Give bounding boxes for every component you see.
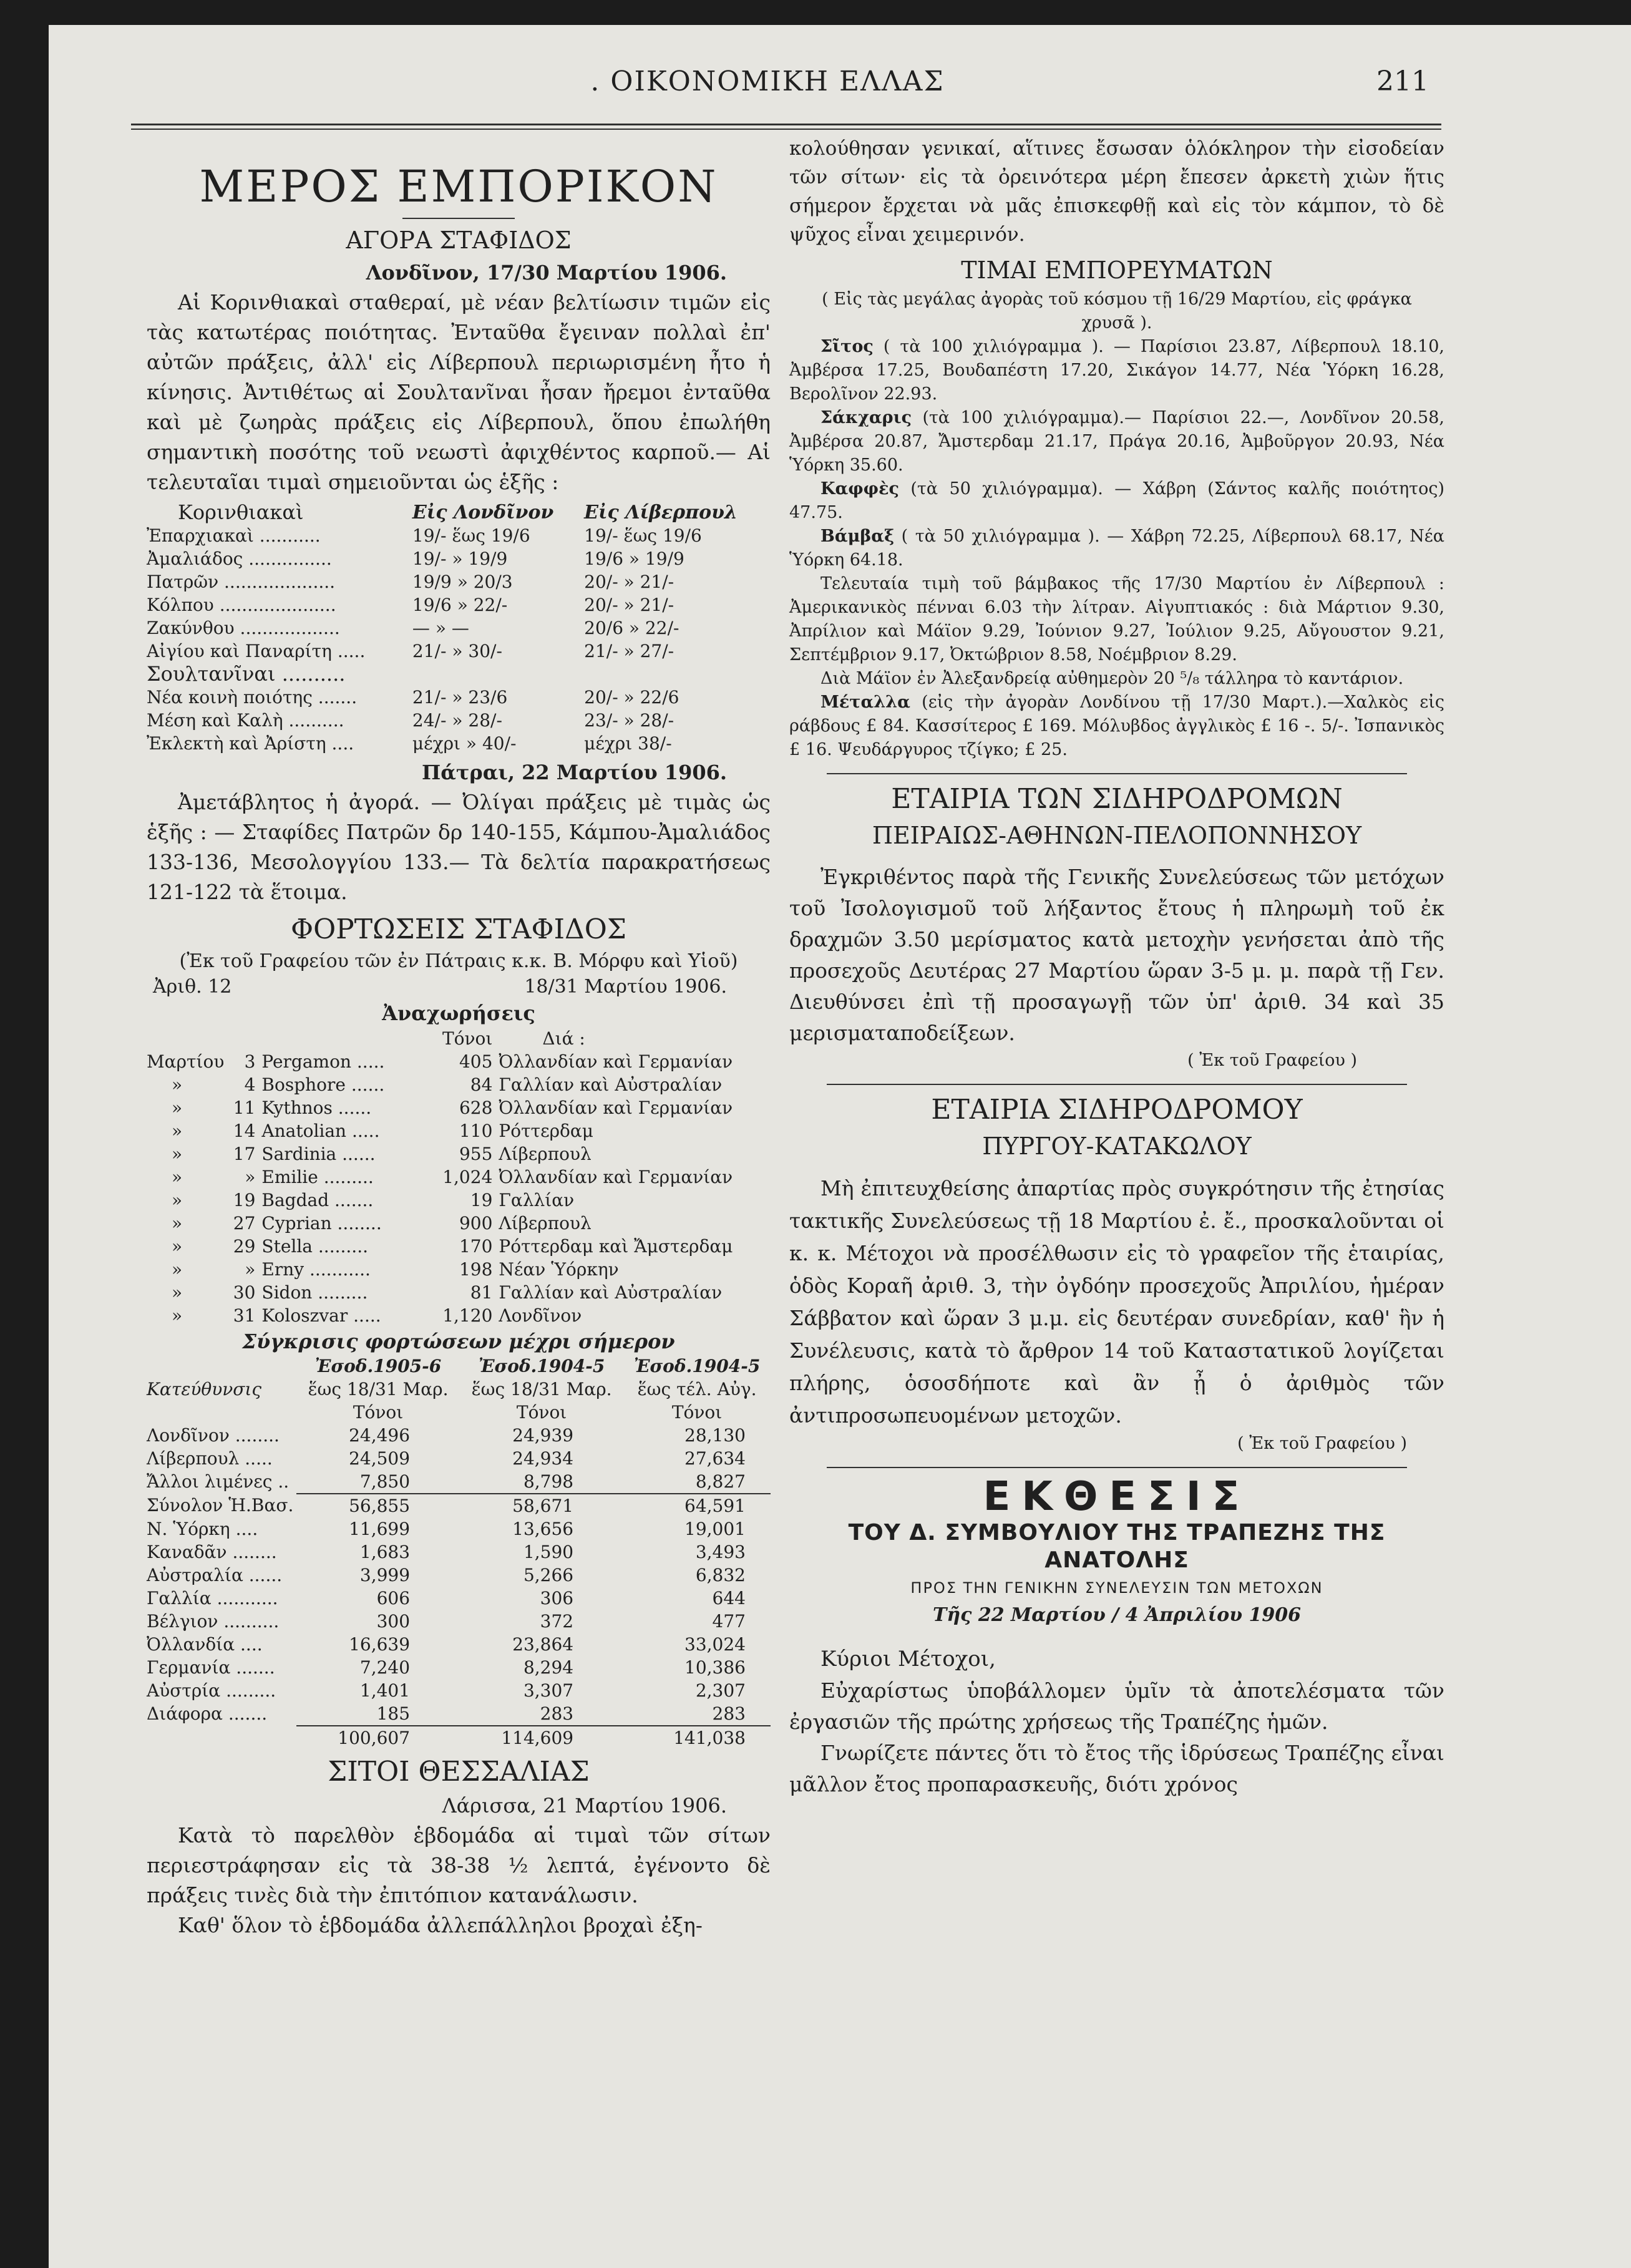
- table-row: Πατρῶν .................... 19/9 » 20/3 20/- » 21/-: [147, 572, 674, 592]
- table-row: Νέα κοινὴ ποιότης ....... 21/- » 23/6 20/- » 22/6: [147, 687, 679, 708]
- table-row: Λίβερπουλ ..... 24,509 24,934 27,634: [147, 1448, 746, 1469]
- salutation: Κύριοι Μέτοχοι,: [820, 1647, 996, 1672]
- bulletin-number: Ἀριθ. 12: [153, 976, 232, 998]
- commodity-sugar: Σάκχαρις (τὰ 100 χιλιόγραμμα).— Παρίσιοι 22.—, Λονδῖνον 20.58, Ἀμβέρσα 20.87, Ἄμστερδαμ 21.17, Πράγα 20.16, Ἀμβοῦργον 20.93, Νέα Ὑόρκη 35.60.: [789, 408, 1444, 475]
- departures-table: [147, 1027, 771, 1327]
- table-row: Σύνολον Ἡ.Βασ. 56,855 58,671 64,591: [147, 1494, 771, 1517]
- table-row: » 30 Sidon ......... 81 Γαλλίαν καὶ Αὐστραλίαν: [172, 1282, 723, 1303]
- divider: [827, 1467, 1407, 1468]
- commodity-prices-title: ΤΙΜΑΙ ΕΜΠΟΡΕΥΜΑΤΩΝ: [961, 256, 1273, 284]
- table-row: » 14 Anatolian ..... 110 Ρόττερδαμ: [172, 1121, 593, 1141]
- table-row: » » Erny ........... 198 Νέαν Ὑόρκην: [172, 1259, 619, 1280]
- table-row: Ἐπαρχιακαὶ ........... 19/- ἕως 19/6 19/- ἕως 19/6: [147, 525, 702, 546]
- london-dateline: Λονδῖνον, 17/30 Μαρτίου 1906.: [366, 261, 727, 285]
- commodity-cotton: Βάμβαξ ( τὰ 50 χιλιόγραμμα ). — Χάβρη 72.25, Λίβερπουλ 68.17, Νέα Ὑόρκη 64.18.: [789, 527, 1444, 570]
- section-title: ΜΕΡΟΣ ΕΜΠΟΡΙΚΟΝ: [199, 161, 718, 212]
- running-header: [106, 66, 1429, 103]
- report-paragraph-1: Εὐχαρίστως ὑποβάλλομεν ὑμῖν τὰ ἀποτελέσματα τῶν ἐργασιῶν τῆς πρώτης χρήσεως τῆς Τραπέζης ἡμῶν.: [789, 1678, 1444, 1734]
- table-row: » 4 Bosphore ...... 84 Γαλλίαν καὶ Αὐστραλίαν: [172, 1074, 723, 1095]
- thessaly-title: ΣΙΤΟΙ ΘΕΣΣΑΛΙΑΣ: [328, 1756, 590, 1788]
- right-column: [789, 134, 1444, 1800]
- thessaly-report: Κατὰ τὸ παρελθὸν ἑβδομάδα αἱ τιμαὶ τῶν σίτων περιεστράφησαν εἰς τὰ 38-38 ½ λεπτά, ἐγένοντο δὲ πράξεις τινὲς διὰ τὴν ἐπιτόπιον κατανάλωσιν.: [147, 1823, 771, 1907]
- pyrgos-notice-subtitle: ΠΥΡΓΟΥ-ΚΑΤΑΚΩΛΟΥ: [982, 1132, 1252, 1160]
- table-row: Διάφορα ....... 185 283 283: [147, 1703, 746, 1724]
- commodity-coffee: Καφφὲς (τὰ 50 χιλιόγραμμα). — Χάβρη (Σάντος καλῆς ποιότητος) 47.75.: [789, 479, 1444, 522]
- shipments-source: (Ἐκ τοῦ Γραφείου τῶν ἐν Πάτραις κ.κ. Β. Μόρφυ καὶ Υἱοῦ): [179, 950, 738, 972]
- table-total-row: 100,607 114,609 141,038: [147, 1726, 771, 1750]
- table-row: » 11 Kythnos ...... 628 Ὀλλανδίαν καὶ Γερμανίαν: [172, 1097, 733, 1118]
- pyrgos-notice-text: Μὴ ἐπιτευχθείσης ἀπαρτίας πρὸς συγκρότησιν τῆς ἐτησίας τακτικῆς Συνελεύσεως τῇ 18 Μαρτίου ἐ. ἔ., προσκαλοῦνται οἱ κ. κ. Μέτοχοι νὰ προσέλθωσιν εἰς τὸ γραφεῖον τῆς ἑταιρίας, ὁδὸς Κοραῆ ἀριθ. 3, τὴν ὀγδόην προσεχοῦς Ἀπριλίου, ἡμέραν Σάββατον καὶ ὥραν 3 μ.μ. εἰς δευτέραν συνεδρίαν, καθ' ἣν ἡ Συνέλευσις, κατὰ τὸ ἄρθρον 14 τοῦ Καταστατικοῦ λογίζεται πλήρης, ὁσοσδήποτε καὶ ἂν ᾖ ὁ ἀριθμὸς τῶν ἀντιπροσωπευομένων μετοχῶν.: [789, 1176, 1444, 1428]
- table-row: Ἀμαλιάδος ............... 19/- » 19/9 19/6 » 19/9: [147, 548, 684, 569]
- report-paragraph-2: Γνωρίζετε πάντες ὅτι τὸ ἔτος τῆς ἱδρύσεως Τραπέζης εἶναι μᾶλλον ἔτος προπαρασκευῆς, διότι χρόνος: [789, 1741, 1444, 1796]
- commodity-metals: Μέταλλα (εἰς τὴν ἀγορὰν Λονδίνου τῇ 17/30 Μαρτ.).—Χαλκὸς εἰς ράβδους £ 84. Κασσίτερος £ 169. Μόλυβδος ἀγγλικὸς £ 16 -. 5/-. Ἰσπανικὸς £ 16. Ψευδάργυρος τζίγκο; £ 25.: [789, 693, 1444, 759]
- report-subtitle: ΤΟΥ Δ. ΣΥΜΒΟΥΛΙΟΥ ΤΗΣ ΤΡΑΠΕΖΗΣ ΤΗΣ ΑΝΑΤΟΛΗΣ: [848, 1520, 1386, 1573]
- table-row: Σουλτανῖναι ..........: [147, 662, 346, 686]
- table-row: Ζακύνθου .................. — » — 20/6 » 22/-: [147, 618, 679, 638]
- table-row: Ἄλλοι λιμένες .. 7,850 8,798 8,827: [147, 1471, 746, 1492]
- larissa-dateline: Λάρισσα, 21 Μαρτίου 1906.: [442, 1794, 727, 1818]
- table-row: Καναδᾶν ........ 1,683 1,590 3,493: [147, 1542, 746, 1562]
- header-rule-top: [131, 124, 1441, 125]
- table-row: » 31 Koloszvar ..... 1,120 Λονδῖνον: [172, 1305, 582, 1326]
- table-row: Ν. Ὑόρκη .... 11,699 13,656 19,001: [147, 1519, 746, 1539]
- table-row: Ἐκλεκτὴ καὶ Ἀρίστη .... μέχρι » 40/- μέχρι 38/-: [147, 733, 672, 754]
- table-row: » 17 Sardinia ...... 955 Λίβερπουλ: [172, 1144, 592, 1164]
- report-title: ΕΚΘΕΣΙΣ: [983, 1474, 1251, 1520]
- table-row: Μέση καὶ Καλὴ .......... 24/- » 28/- 23/- » 28/-: [147, 710, 674, 731]
- table-row: Μαρτίου 3 Pergamon ..... 405 Ὀλλανδίαν καὶ Γερμανίαν: [147, 1051, 733, 1072]
- table-row: » 19 Bagdad ....... 19 Γαλλίαν: [172, 1190, 575, 1210]
- departures-title: Ἀναχωρήσεις: [382, 1001, 535, 1025]
- left-column: [147, 134, 771, 1940]
- report-addressee: ΠΡΟΣ ΤΗΝ ΓΕΝΙΚΗΝ ΣΥΝΕΛΕΥΣΙΝ ΤΩΝ ΜΕΤΟΧΩΝ: [910, 1579, 1323, 1597]
- table-row: Κόλπου ..................... 19/6 » 22/- 20/- » 21/-: [147, 595, 674, 615]
- table-row: Αὐστρία ......... 1,401 3,307 2,307: [147, 1680, 746, 1701]
- table-row: Αὐστραλία ...... 3,999 5,266 6,832: [147, 1565, 746, 1585]
- table-row: Ὀλλανδία .... 16,639 23,864 33,024: [147, 1634, 746, 1655]
- table-header: Τόνοι Τόνοι Τόνοι: [353, 1402, 723, 1423]
- table-row: » 27 Cyprian ........ 900 Λίβερπουλ: [172, 1213, 592, 1234]
- london-report: Αἱ Κορινθιακαὶ σταθεραί, μὲ νέαν βελτίωσιν τιμῶν εἰς τὰς κατωτέρας ποιότητας. Ἐνταῦθα ἔγειναν πολλαὶ ἐπ' αὐτῶν πράξεις, ἀλλ' εἰς Λίβερπουλ περιωρισμένη ἦτο ἡ κίνησις. Ἀντιθέτως αἱ Σουλτανῖναι ἦσαν ἤρεμοι ἐνταῦθα καὶ μὲ ζωηρὰς πράξεις εἰς Λίβερπουλ, ὅπου ἐπωλήθη σημαντικὴ ποσότης τοῦ νεωστὶ ἀφιχθέντος καρποῦ.— Αἱ τελευταῖαι τιμαὶ σημειοῦνται ὡς ἑξῆς :: [147, 290, 771, 494]
- table-row: Γερμανία ....... 7,240 8,294 10,386: [147, 1657, 746, 1678]
- table-header: Ἐσοδ.1905-6 Ἐσοδ.1904-5 Ἐσοδ.1904-5: [314, 1356, 761, 1376]
- page-number: 211: [1376, 66, 1429, 97]
- thessaly-report-cont: Καθ' ὅλον τὸ ἑβδομάδα ἀλλεπάλληλοι βροχαὶ ἐξη-: [178, 1913, 703, 1937]
- patras-dateline: Πάτραι, 22 Μαρτίου 1906.: [422, 761, 727, 784]
- shipments-comparison-table: [147, 1355, 771, 1750]
- railway-notice-title: ΕΤΑΙΡΙΑ ΤΩΝ ΣΙΔΗΡΟΔΡΟΜΩΝ: [891, 783, 1343, 815]
- comparison-title: Σύγκρισις φορτώσεων μέχρι σήμερον: [242, 1330, 675, 1353]
- report-date: Τῆς 22 Μαρτίου / 4 Ἀπριλίου 1906: [933, 1604, 1301, 1626]
- table-row: Λονδῖνον ........ 24,496 24,939 28,130: [147, 1425, 746, 1446]
- shipments-title: ΦΟΡΤΩΣΕΙΣ ΣΤΑΦΙΔΟΣ: [291, 913, 626, 945]
- thessaly-continued: κολούθησαν γενικαί, αἵτινες ἔσωσαν ὁλόκληρον τὴν εἰσοδείαν τῶν σίτων· εἰς τὰ ὀρεινότερα μέρη ἔπεσεν ἀρκετὴ χιὼν ἥτις σήμερον ἔρχεται νὰ μᾶς ἐπισκεφθῇ καὶ εἰς τὸν κάμπον, τὸ δὲ ψῦχος εἶναι χειμερινόν.: [789, 137, 1444, 246]
- divider: [827, 1084, 1407, 1085]
- table-row: » 29 Stella ......... 170 Ρόττερδαμ καὶ Ἄμστερδαμ: [172, 1236, 733, 1257]
- alexandria-price: Διὰ Μάϊον ἐν Ἀλεξανδρείᾳ αὐθημερὸν 20 ⁵/₈ τάλληρα τὸ καντάριον.: [820, 669, 1404, 688]
- divider: [402, 218, 515, 219]
- railway-notice-subtitle: ΠΕΙΡΑΙΩΣ-ΑΘΗΝΩΝ-ΠΕΛΟΠΟΝΝΗΣΟΥ: [872, 822, 1362, 849]
- pyrgos-notice-source: ( Ἐκ τοῦ Γραφείου ): [1237, 1434, 1407, 1453]
- table-header: Τόνοι Διά :: [442, 1028, 585, 1049]
- shipments-dateline: [147, 975, 771, 1000]
- table-header: Κορινθιακαὶ Εἰς Λονδῖνον Εἰς Λίβερπουλ: [178, 500, 738, 524]
- table-row: Αἰγίου καὶ Παναρίτη ..... 21/- » 30/- 21/- » 27/-: [147, 641, 674, 661]
- commodity-prices-subtitle: ( Εἰς τὰς μεγάλας ἀγορὰς τοῦ κόσμου τῇ 16/29 Μαρτίου, εἰς φράγκα χρυσᾶ ).: [822, 290, 1412, 333]
- raisin-price-table: [147, 501, 771, 755]
- railway-notice-text: Ἐγκριθέντος παρὰ τῆς Γενικῆς Συνελεύσεως τῶν μετόχων τοῦ Ἰσολογισμοῦ τοῦ λήξαντος ἔτους ἡ πληρωμὴ τοῦ ἐκ δραχμῶν 3.50 μερίσματος κατὰ μετοχὴν γενήσεται ἀπὸ τῆς προσεχοῦς Δευτέρας 27 Μαρτίου ὥραν 3-5 μ. μ. παρὰ τῇ Γεν. Διευθύνσει ἐπὶ τῇ προσαγωγῇ τῶν ὑπ' ἀριθ. 34 καὶ 35 μερισματαποδείξεων.: [789, 865, 1444, 1045]
- table-row: Γαλλία ........... 606 306 644: [147, 1588, 746, 1609]
- commodity-wheat: Σῖτος ( τὰ 100 χιλιόγραμμα ). — Παρίσιοι 23.87, Λίβερπουλ 18.10, Ἀμβέρσα 17.25, Βουδαπέστη 17.20, Σικάγον 14.77, Νέα Ὑόρκη 16.28, Βερολῖνον 22.93.: [789, 337, 1444, 404]
- table-row: » » Emilie ......... 1,024 Ὀλλανδίαν καὶ Γερμανίαν: [172, 1167, 733, 1187]
- journal-title: . ΟΙΚΟΝΟΜΙΚΗ ΕΛΛΑΣ: [590, 66, 945, 97]
- pyrgos-notice-title: ΕΤΑΙΡΙΑ ΣΙΔΗΡΟΔΡΟΜΟΥ: [931, 1094, 1303, 1126]
- railway-notice-source: ( Ἐκ τοῦ Γραφείου ): [1187, 1051, 1357, 1070]
- cotton-liverpool-prices: Τελευταία τιμὴ τοῦ βάμβακος τῆς 17/30 Μαρτίου ἐν Λίβερπουλ : Ἀμερικανικὸς πένναι 6.03 τὴν λίτραν. Αἰγυπτιακός : διὰ Μάρτιον 9.30, Ἀπρίλιον καὶ Μάϊον 9.29, Ἰούνιον 9.27, Ἰούλιον 9.25, Αὔγουστον 9.21, Σεπτέμβριον 9.17, Ὀκτώβριον 8.58, Νοέμβριον 8.29.: [789, 574, 1444, 664]
- table-header: Κατεύθυνσις ἕως 18/31 Μαρ. ἕως 18/31 Μαρ. ἕως τέλ. Αὐγ.: [147, 1379, 757, 1399]
- divider: [827, 773, 1407, 774]
- header-rule-bottom: [131, 129, 1441, 130]
- patras-report: Ἀμετάβλητος ἡ ἀγορά. — Ὀλίγαι πράξεις μὲ τιμὰς ὡς ἑξῆς : — Σταφίδες Πατρῶν δρ 140-155, Κάμπου-Ἀμαλιάδος 133-136, Μεσολογγίου 133.— Τὰ δελτία παρακρατήσεως 121-122 τὰ ἕτοιμα.: [147, 790, 771, 904]
- market-title: ΑΓΟΡΑ ΣΤΑΦΙΔΟΣ: [346, 226, 572, 254]
- bulletin-date: 18/31 Μαρτίου 1906.: [524, 976, 727, 998]
- table-row: Βέλγιον .......... 300 372 477: [147, 1611, 746, 1632]
